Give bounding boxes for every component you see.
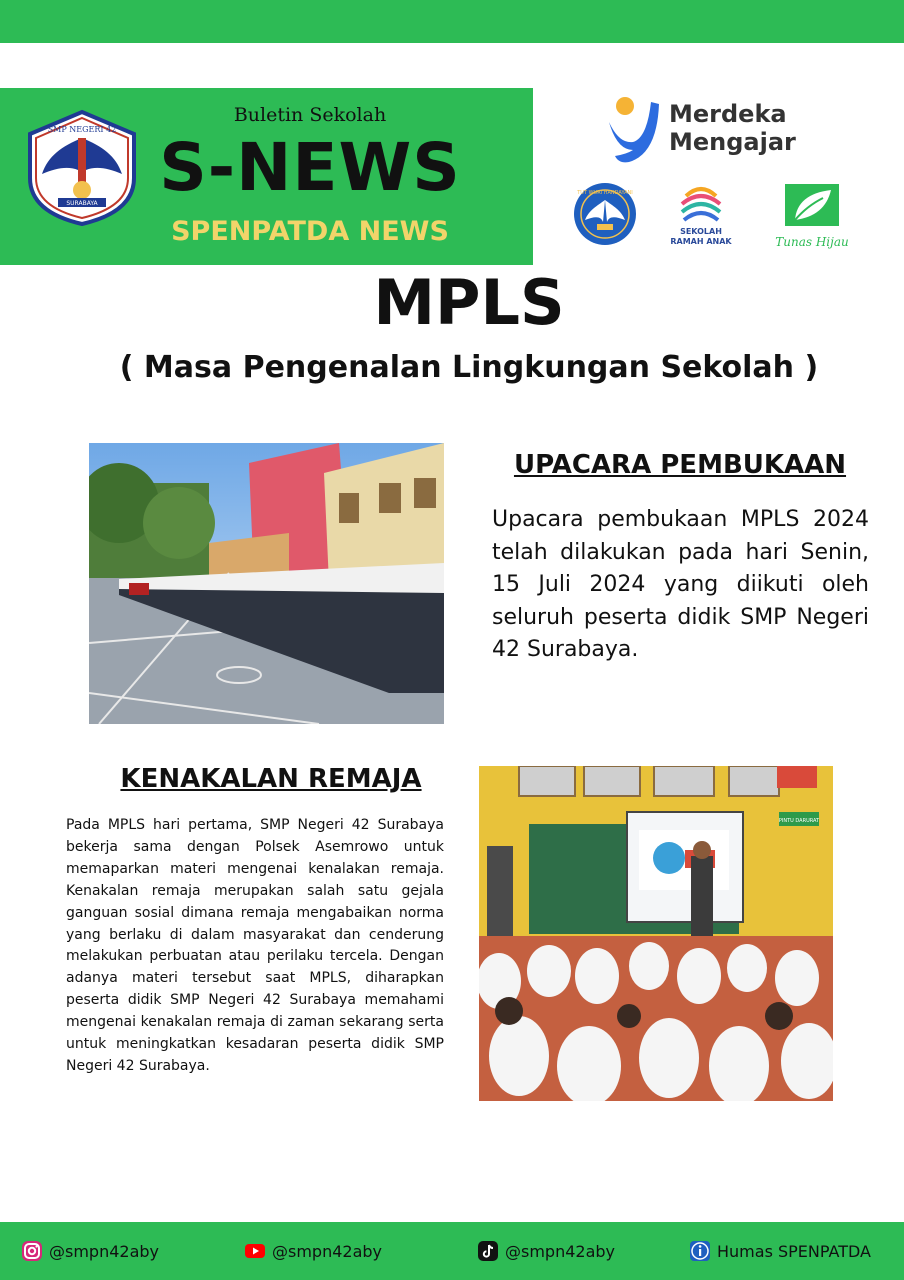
- svg-text:PINTU DARURAT: PINTU DARURAT: [778, 818, 820, 824]
- merdeka-mengajar-wordmark: [669, 100, 796, 156]
- section-delinquency-heading: KENAKALAN REMAJA: [120, 764, 422, 794]
- youtube-handle: @smpn42aby: [272, 1241, 383, 1261]
- presentation-photo-illustration: [479, 766, 833, 1101]
- svg-text:SURABAYA: SURABAYA: [66, 200, 98, 207]
- instagram-handle: @smpn42aby: [49, 1241, 160, 1261]
- top-accent-bar: [0, 0, 904, 43]
- tiktok-link[interactable]: [477, 1239, 615, 1263]
- mengajar-word: Mengajar: [669, 128, 796, 156]
- section-delinquency-body: Pada MPLS hari pertama, SMP Negeri 42 Surabaya bekerja sama dengan Polsek Asemrowo untuk memaparkan materi mengenai kenalakan remaja. Kenakalan remaja merupakan salah satu gejala ganguan sosial dimana remaja mengabaikan norma yang berlaku di dalam masyarakat dan cenderung melakukan perbuatan atau perilaku tercela. Dengan adanya materi tersebut saat MPLS, diharapkan peserta didik SMP Negeri 42 Surabaya memahami mengenai kenakalan remaja di zaman sekarang serta untuk meningkatkan kesadaran peserta didik SMP Negeri 42 Surabaya.: [66, 817, 444, 1074]
- svg-text:SMP NEGERI 42: SMP NEGERI 42: [47, 125, 117, 134]
- ceremony-photo: [89, 443, 444, 724]
- tunas-hijau-label: Tunas Hijau: [775, 235, 849, 249]
- merdeka-word: Merdeka: [669, 100, 787, 128]
- instagram-icon: [21, 1240, 43, 1262]
- tiktok-icon: [477, 1240, 499, 1262]
- ceremony-photo-illustration: [89, 443, 444, 724]
- merdeka-mengajar-logo-icon: [603, 92, 663, 164]
- school-emblem-icon: [22, 108, 142, 228]
- tut-wuri-handayani-logo-icon: [573, 182, 637, 246]
- bulletin-kicker: Buletin Sekolah: [233, 104, 387, 126]
- section-opening-body: Upacara pembukaan MPLS 2024 telah dilakukan pada hari Senin, 15 Juli 2024 yang diikuti oleh seluruh peserta didik SMP Negeri 42 Surabaya.: [492, 507, 869, 662]
- humas-info-link[interactable]: [689, 1239, 871, 1263]
- section-opening-heading: UPACARA PEMBUKAAN: [513, 450, 847, 480]
- humas-label: Humas SPENPATDA: [717, 1241, 871, 1261]
- sra-line1: SEKOLAH: [680, 227, 722, 236]
- youtube-icon: [244, 1240, 266, 1262]
- sekolah-ramah-anak-logo-icon: [676, 178, 726, 224]
- tiktok-handle: @smpn42aby: [505, 1241, 616, 1261]
- bulletin-subtitle: SPENPATDA NEWS: [171, 216, 449, 247]
- info-icon: [689, 1240, 711, 1262]
- tunas-hijau-logo-icon: [781, 180, 843, 236]
- svg-text:TUT WURI HANDAYANI: TUT WURI HANDAYANI: [577, 190, 633, 196]
- bulletin-title: S-NEWS: [159, 129, 461, 206]
- instagram-link[interactable]: [21, 1239, 159, 1263]
- sekolah-ramah-anak-label: [655, 227, 747, 247]
- presentation-photo: [479, 766, 833, 1101]
- youtube-link[interactable]: [244, 1239, 382, 1263]
- article-title: MPLS: [373, 266, 565, 339]
- sra-line2: RAMAH ANAK: [670, 237, 732, 246]
- article-subtitle: ( Masa Pengenalan Lingkungan Sekolah ): [119, 350, 819, 385]
